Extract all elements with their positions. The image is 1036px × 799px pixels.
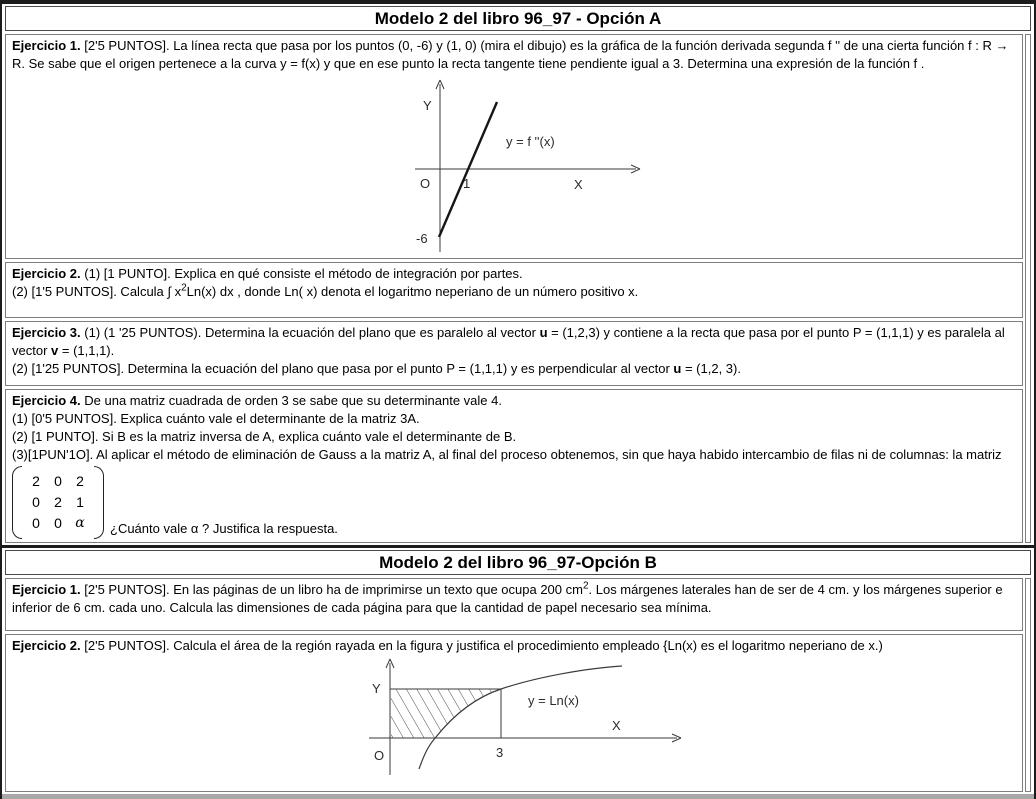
exercise-a4 bbox=[5, 389, 1023, 543]
exercise-b2-statement: [2'5 PUNTOS]. Calcula el área de la región rayada en la figura y justifica el procedimiento empleado {Ln(x) es el logaritmo neperiano de x.) bbox=[80, 638, 883, 653]
exercise-a1-label: Ejercicio 1. bbox=[12, 38, 81, 53]
right-gutter-b bbox=[1025, 578, 1031, 792]
matrix-block bbox=[12, 466, 1016, 539]
fig2-y-label: Y bbox=[372, 681, 381, 696]
section-a-header bbox=[5, 6, 1031, 31]
section-opcion-a bbox=[2, 0, 1034, 548]
fig1-x-label: X bbox=[574, 177, 583, 192]
fig2-curve-label: y = Ln(x) bbox=[528, 693, 579, 708]
exercise-a3-vector-u: u bbox=[539, 325, 548, 340]
exercise-a2-line1 bbox=[12, 265, 1016, 283]
exercise-b1-text bbox=[12, 581, 1016, 617]
exercise-a3-line2 bbox=[12, 360, 1016, 378]
matrix-cell: 0 bbox=[32, 494, 40, 510]
exercise-a3-text-2: = (1,2,3) y contiene a la recta que pasa por el punto P = (1,1,1) y es paralela al vector bbox=[12, 325, 1005, 358]
fig2-x-label: X bbox=[612, 718, 621, 733]
exercise-a3-text-4: (2) [1'25 PUNTOS]. Determina la ecuación del plano que pasa por el punto P = (1,1,1) y es perpendicular al vector bbox=[12, 361, 674, 376]
section-opcion-b bbox=[2, 548, 1034, 799]
exercise-a2-line2 bbox=[12, 283, 1016, 301]
exercise-a3-text-5: = (1,2, 3). bbox=[681, 361, 741, 376]
fig2-x-tick-3: 3 bbox=[496, 745, 504, 760]
exercise-b1-post: . Los márgenes laterales han de ser de 4 cm. y los márgenes superior e inferior de 6 cm. cada uno. Calcula las dimensiones de cada página para que la cantidad de papel necesario sea mínima. bbox=[12, 582, 1003, 615]
fig1-curve-label: y = f ''(x) bbox=[506, 134, 555, 149]
exercise-b2-text bbox=[12, 637, 1016, 655]
exercise-a4-line1 bbox=[12, 392, 1016, 410]
gauss-matrix bbox=[12, 466, 104, 539]
exercise-a1-statement: [2'5 PUNTOS]. La línea recta que pasa por los puntos (0, -6) y (1, 0) (mira el dibujo) es la gráfica de la función derivada segunda f '' de una cierta función f : R → R. Se sabe que el origen pertenece a la curva y = f(x) y que en ese punto la recta tangente tiene pendiente igual a 3. Determina una expresión de la función f . bbox=[12, 38, 1009, 71]
section-a-body bbox=[5, 34, 1031, 543]
fig1-y-label: Y bbox=[423, 98, 432, 113]
exercise-a1 bbox=[5, 34, 1023, 259]
exercise-a3-vector-v: v bbox=[51, 343, 59, 358]
exercise-b2-label: Ejercicio 2. bbox=[12, 638, 81, 653]
exercise-b1-label: Ejercicio 1. bbox=[12, 582, 81, 597]
exercise-a2-part1: (1) [1 PUNTO]. Explica en qué consiste el método de integración por partes. bbox=[80, 266, 523, 281]
section-b-header bbox=[5, 550, 1031, 575]
section-b-title: Modelo 2 del libro 96_97-Opción B bbox=[379, 553, 657, 572]
fig1-origin-label: O bbox=[420, 176, 431, 191]
fig2-origin-label: O bbox=[374, 748, 385, 763]
fig1-x-tick-1: 1 bbox=[463, 176, 471, 191]
fig1-y-tick-minus6: -6 bbox=[416, 231, 428, 246]
section-a-title: Modelo 2 del libro 96_97 - Opción A bbox=[374, 9, 662, 28]
exercise-a2-part2-pre: (2) [1'5 PUNTOS]. Calcula ∫ x bbox=[12, 284, 182, 299]
exercise-b2 bbox=[5, 634, 1023, 792]
exercise-b1 bbox=[5, 578, 1023, 631]
matrix-right-paren-icon bbox=[94, 466, 104, 539]
exercise-a1-text bbox=[12, 37, 1016, 73]
exercise-a2-exponent: 2 bbox=[181, 282, 187, 294]
exercise-a3-text-1: (1) (1 '25 PUNTOS). Determina la ecuación del plano que es paralelo al vector bbox=[80, 325, 540, 340]
exercise-a2 bbox=[5, 262, 1023, 318]
matrix-cell: 2 bbox=[54, 494, 62, 510]
section-b-body bbox=[5, 578, 1031, 792]
exercise-a2-part2-post: Ln(x) dx , donde Ln( x) denota el logaritmo neperiano de un número positivo x. bbox=[186, 284, 639, 299]
matrix-cell: 0 bbox=[32, 515, 40, 531]
exercise-a3-vector-u2: u bbox=[673, 361, 682, 376]
exercise-a4-question: ¿Cuánto vale α ? Justifica la respuesta. bbox=[110, 521, 338, 536]
exercise-a4-line3: (2) [1 PUNTO]. Si B es la matriz inversa de A, explica cuánto vale el determinante de B. bbox=[12, 429, 517, 444]
matrix-cells bbox=[22, 466, 94, 539]
matrix-cell: 1 bbox=[76, 494, 84, 510]
matrix-cell: 0 bbox=[54, 473, 62, 489]
exercise-b1-exponent: 2 bbox=[582, 580, 589, 592]
exercise-a4-text-1: De una matriz cuadrada de orden 3 se sabe que su determinante vale 4. bbox=[80, 393, 502, 408]
exercise-a3-label: Ejercicio 3. bbox=[12, 325, 81, 340]
section-a-exercises bbox=[5, 34, 1023, 543]
exercise-a2-label: Ejercicio 2. bbox=[12, 266, 81, 281]
section-b-exercises bbox=[5, 578, 1023, 792]
exercise-b1-pre: [2'5 PUNTOS]. En las páginas de un libro ha de imprimirse un texto que ocupa 200 cm bbox=[80, 582, 583, 597]
matrix-cell: 2 bbox=[76, 473, 84, 489]
matrix-cell: 2 bbox=[32, 473, 40, 489]
exercise-a3-line1 bbox=[12, 324, 1016, 360]
matrix-left-paren-icon bbox=[12, 466, 22, 539]
right-gutter-a bbox=[1025, 34, 1031, 543]
figure1-svg bbox=[410, 76, 650, 254]
figure2-svg bbox=[346, 657, 686, 782]
exercise-a4-line4: (3)[1PUN'1O]. Al aplicar el método de eliminación de Gauss a la matriz A, al final del proceso obtenemos, sin que haya habido intercambio de filas ni de columnas: la matriz bbox=[12, 447, 1002, 462]
exercise-a4-label: Ejercicio 4. bbox=[12, 393, 81, 408]
exercise-a4-line2: (1) [0'5 PUNTOS]. Explica cuánto vale el determinante de la matriz 3A. bbox=[12, 411, 420, 426]
matrix-cell: 0 bbox=[54, 515, 62, 531]
matrix-cell-alpha: α bbox=[75, 515, 85, 531]
exercise-a3-text-3: = (1,1,1). bbox=[58, 343, 115, 358]
exercise-a3 bbox=[5, 321, 1023, 386]
figure-derivative-line bbox=[410, 76, 1016, 259]
